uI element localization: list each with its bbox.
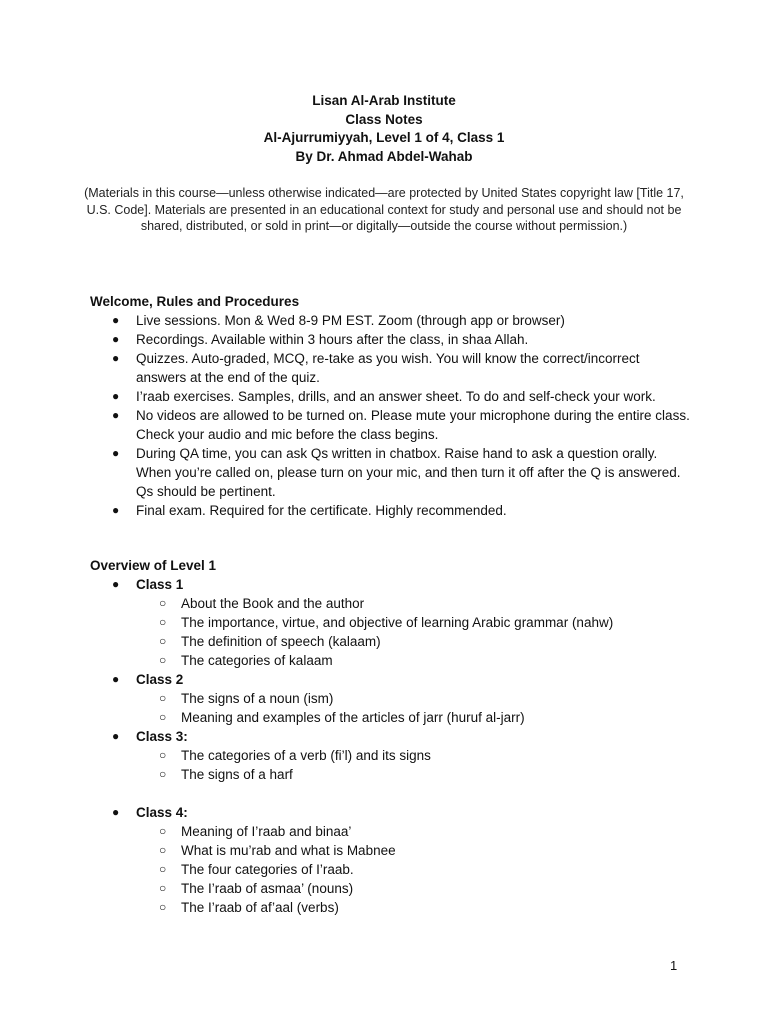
- topic-item: [136, 613, 690, 632]
- list-item: [90, 387, 690, 406]
- welcome-section: [90, 292, 690, 520]
- bullet-icon: ●: [112, 351, 120, 365]
- doc-type: Class Notes: [345, 111, 423, 127]
- topic-item: [136, 746, 690, 765]
- class-list: [90, 803, 690, 917]
- topic-text: The four categories of I’raab.: [181, 862, 354, 877]
- list-item: [90, 444, 690, 501]
- copyright-notice: (Materials in this course—unless otherwise indicated—are protected by United States copyright law [Title 17, U.S. Code]. Materials are presented in an educational context for study and personal use and should not be shared, distributed, or sold in print—or digitally—outside the course without permission.): [84, 186, 684, 233]
- circle-bullet-icon: ○: [159, 596, 167, 610]
- topic-text: About the Book and the author: [181, 596, 365, 611]
- overview-section: [90, 556, 690, 917]
- list-item-text: Recordings. Available within 3 hours after the class, in shaa Allah.: [136, 332, 529, 347]
- topic-list: [136, 594, 690, 670]
- bullet-icon: ●: [112, 729, 120, 743]
- circle-bullet-icon: ○: [159, 634, 167, 648]
- rules-list: [90, 311, 690, 520]
- list-item-text: I’raab exercises. Samples, drills, and an answer sheet. To do and self-check your work.: [136, 389, 656, 404]
- circle-bullet-icon: ○: [159, 710, 167, 724]
- topic-item: [136, 822, 690, 841]
- topic-item: [136, 860, 690, 879]
- circle-bullet-icon: ○: [159, 748, 167, 762]
- topic-text: The categories of kalaam: [181, 653, 333, 668]
- class-list: [90, 575, 690, 784]
- circle-bullet-icon: ○: [159, 824, 167, 838]
- list-item-text: During QA time, you can ask Qs written in chatbox. Raise hand to ask a question orally. When you’re called on, please turn on your mic, and then turn it off after the Q is answered. Qs should be pertinent.: [136, 446, 681, 499]
- topic-text: The definition of speech (kalaam): [181, 634, 381, 649]
- topic-text: What is mu’rab and what is Mabnee: [181, 843, 396, 858]
- bullet-icon: ●: [112, 446, 120, 460]
- class-label: Class 4:: [136, 805, 188, 820]
- topic-text: The signs of a harf: [181, 767, 293, 782]
- institute-name: Lisan Al-Arab Institute: [312, 93, 456, 108]
- circle-bullet-icon: ○: [159, 767, 167, 781]
- topic-item: [136, 879, 690, 898]
- topic-text: Meaning of I’raab and binaa’: [181, 824, 352, 839]
- class-label: Class 3:: [136, 729, 188, 744]
- circle-bullet-icon: ○: [159, 900, 167, 914]
- section-title: Welcome, Rules and Procedures: [90, 294, 300, 309]
- bullet-icon: ●: [112, 332, 120, 346]
- document-header: [0, 92, 768, 166]
- topic-item: [136, 765, 690, 784]
- bullet-icon: ●: [112, 503, 120, 517]
- topic-item: [136, 651, 690, 670]
- section-title: Overview of Level 1: [90, 558, 217, 573]
- topic-item: [136, 708, 690, 727]
- author-line: By Dr. Ahmad Abdel-Wahab: [295, 148, 473, 164]
- topic-text: The categories of a verb (fi’l) and its signs: [181, 748, 431, 763]
- class-item: [90, 803, 690, 917]
- topic-item: [136, 841, 690, 860]
- topic-list: [136, 822, 690, 917]
- topic-list: [136, 689, 690, 727]
- topic-item: [136, 594, 690, 613]
- bullet-icon: ●: [112, 672, 120, 686]
- list-item: [90, 501, 690, 520]
- course-title: Al-Ajurrumiyyah, Level 1 of 4, Class 1: [263, 130, 505, 145]
- class-item: [90, 670, 690, 727]
- circle-bullet-icon: ○: [159, 862, 167, 876]
- spacer: [90, 784, 690, 803]
- bullet-icon: ●: [112, 805, 120, 819]
- topic-text: The importance, virtue, and objective of learning Arabic grammar (nahw): [181, 615, 614, 630]
- circle-bullet-icon: ○: [159, 615, 167, 629]
- list-item-text: No videos are allowed to be turned on. Please mute your microphone during the entire class. Check your audio and mic before the class begins.: [136, 408, 690, 442]
- topic-text: The signs of a noun (ism): [181, 691, 334, 706]
- topic-item: [136, 689, 690, 708]
- circle-bullet-icon: ○: [159, 691, 167, 705]
- list-item: [90, 349, 690, 387]
- bullet-icon: ●: [112, 577, 120, 591]
- page-number: 1: [670, 958, 678, 973]
- list-item: [90, 311, 690, 330]
- class-label: Class 1: [136, 577, 184, 592]
- circle-bullet-icon: ○: [159, 843, 167, 857]
- topic-text: The I’raab of asmaa’ (nouns): [181, 881, 354, 896]
- topic-item: [136, 632, 690, 651]
- class-item: [90, 575, 690, 670]
- list-item: [90, 330, 690, 349]
- list-item-text: Final exam. Required for the certificate. Highly recommended.: [136, 503, 507, 518]
- bullet-icon: ●: [112, 389, 120, 403]
- list-item: [90, 406, 690, 444]
- topic-text: Meaning and examples of the articles of jarr (huruf al-jarr): [181, 710, 525, 725]
- circle-bullet-icon: ○: [159, 881, 167, 895]
- topic-item: [136, 898, 690, 917]
- topic-text: The I’raab of af’aal (verbs): [181, 900, 339, 915]
- bullet-icon: ●: [112, 408, 120, 422]
- topic-list: [136, 746, 690, 784]
- list-item-text: Quizzes. Auto-graded, MCQ, re-take as you wish. You will know the correct/incorrect answers at the end of the quiz.: [136, 351, 640, 385]
- circle-bullet-icon: ○: [159, 653, 167, 667]
- class-label: Class 2: [136, 672, 184, 687]
- bullet-icon: ●: [112, 313, 120, 327]
- list-item-text: Live sessions. Mon & Wed 8-9 PM EST. Zoom (through app or browser): [136, 313, 565, 328]
- class-item: [90, 727, 690, 784]
